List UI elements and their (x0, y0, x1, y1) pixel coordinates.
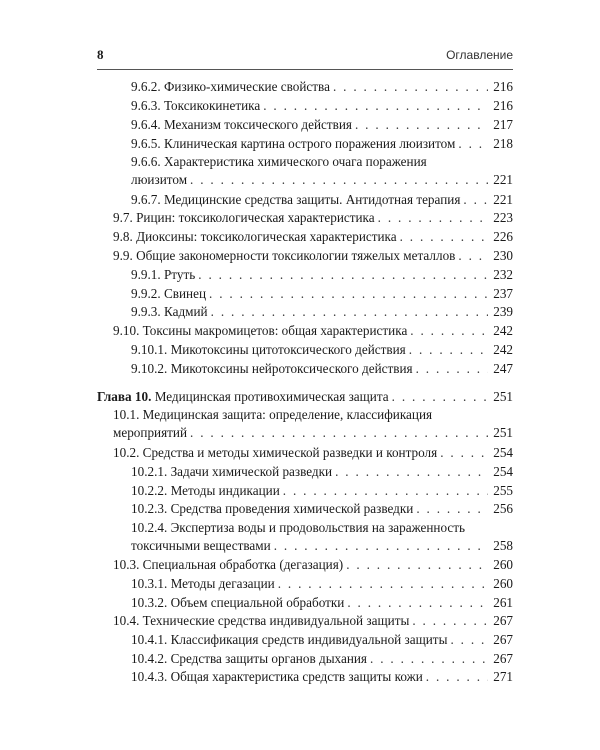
toc-entry (113, 322, 513, 340)
dot-leader (278, 575, 488, 593)
toc-page-number: 271 (493, 669, 513, 684)
toc-page-number: 261 (493, 595, 513, 610)
toc-page-number: 232 (493, 267, 513, 282)
chapter-label: Глава 10. (97, 389, 152, 404)
toc-entry-title: 10.3.2. Объем специальной обработки (131, 595, 345, 610)
toc-page-number: 251 (493, 425, 513, 440)
toc-entry (131, 135, 513, 153)
toc-entry-title: Медицинская противохимическая защита (154, 389, 389, 404)
toc-entry-title: 10.3.1. Методы дегазации (131, 576, 275, 591)
toc-entry (113, 444, 513, 462)
dot-leader (198, 266, 488, 284)
toc-entry (131, 500, 513, 518)
dot-leader (416, 360, 488, 378)
toc-page-number: 254 (493, 464, 513, 479)
toc-entry-title: 10.2.3. Средства проведения химической разведки (131, 501, 414, 516)
toc-entry-title: мероприятий (113, 425, 188, 440)
dot-leader (335, 463, 488, 481)
dot-leader (426, 668, 488, 686)
toc-entry-title: 10.4. Технические средства индивидуальной защиты (113, 613, 410, 628)
toc-entry (113, 247, 513, 265)
toc-page-number: 267 (493, 651, 513, 666)
dot-leader (211, 303, 488, 321)
toc-entry (131, 575, 513, 593)
toc-page-number: 230 (493, 248, 513, 263)
toc-entry-title: 9.9.1. Ртуть (131, 267, 196, 282)
dot-leader (400, 228, 488, 246)
toc-page-number: 242 (493, 342, 513, 357)
dot-leader (263, 97, 488, 115)
dot-leader (190, 424, 488, 442)
dot-leader (355, 116, 488, 134)
toc-entry (131, 266, 513, 284)
dot-leader (283, 482, 488, 500)
dot-leader (378, 209, 488, 227)
toc-entry (131, 341, 513, 359)
toc-page-number: 237 (493, 286, 513, 301)
page-number: 8 (97, 47, 104, 62)
toc-entry (131, 631, 513, 649)
toc-page-number: 216 (493, 98, 513, 113)
toc-page-number: 260 (493, 557, 513, 572)
toc-entry-title: 10.1. Медицинская защита: определение, классификация (113, 407, 433, 422)
toc-entry-title: 10.2.1. Задачи химической разведки (131, 464, 333, 479)
toc-entry-title: 9.9.3. Кадмий (131, 304, 208, 319)
toc-entry-title: 9.6.6. Характеристика химического очага поражения (131, 154, 427, 169)
dot-leader (274, 537, 488, 555)
toc-entry (131, 285, 513, 303)
toc-page-number: 242 (493, 323, 513, 338)
dot-leader (458, 247, 488, 265)
toc-page-number: 217 (493, 117, 513, 132)
toc-entry-title: 10.2.4. Экспертиза воды и продовольствия на зараженность (131, 520, 466, 535)
dot-leader (450, 631, 488, 649)
toc-page-number: 216 (493, 79, 513, 94)
dot-leader (416, 500, 488, 518)
toc-entry-title: люизитом (131, 172, 188, 187)
toc-page-number: 221 (493, 192, 513, 207)
dot-leader (346, 556, 488, 574)
toc-entry (131, 650, 513, 668)
running-title: Оглавление (446, 48, 513, 62)
toc-entry-title: 9.8. Диоксины: токсикологическая характеристика (113, 229, 397, 244)
toc-entry-title: 10.2.2. Методы индикации (131, 483, 280, 498)
toc-entry-title: 9.6.7. Медицинские средства защиты. Антидотная терапия (131, 192, 461, 207)
toc-entry-title: 9.6.2. Физико-химические свойства (131, 79, 330, 94)
dot-leader (463, 191, 488, 209)
toc-entry (131, 360, 513, 378)
toc-entry-title: 9.10. Токсины макромицетов: общая характеристика (113, 323, 408, 338)
toc-entry-title: 10.4.1. Классификация средств индивидуальной защиты (131, 632, 448, 647)
toc-entry-title: токсичными веществами (131, 538, 271, 553)
toc-entry-title: 9.10.2. Микотоксины нейротоксического действия (131, 361, 413, 376)
toc-page-number: 247 (493, 361, 513, 376)
toc-entry-title: 9.7. Рицин: токсикологическая характеристика (113, 210, 375, 225)
toc-page-number: 255 (493, 483, 513, 498)
dot-leader (333, 78, 488, 96)
toc-entry (131, 116, 513, 134)
toc-page-number: 221 (493, 172, 513, 187)
toc-page-number: 223 (493, 210, 513, 225)
dot-leader (409, 341, 488, 359)
toc-page-number: 251 (493, 389, 513, 404)
toc-entry (113, 556, 513, 574)
toc-entry (113, 612, 513, 630)
toc-page-number: 267 (493, 632, 513, 647)
toc-entry (131, 519, 513, 555)
toc-page-number: 218 (493, 136, 513, 151)
toc-entry (131, 668, 513, 686)
toc-entry (97, 388, 513, 406)
toc-page-number: 267 (493, 613, 513, 628)
toc-entry-title: 9.6.5. Клиническая картина острого поражения люизитом (131, 136, 456, 151)
toc-entry (131, 97, 513, 115)
dot-leader (392, 388, 488, 406)
toc-entry-title: 10.4.3. Общая характеристика средств защиты кожи (131, 669, 423, 684)
toc-page-number: 254 (493, 445, 513, 460)
toc-entry-title: 9.9.2. Свинец (131, 286, 207, 301)
dot-leader (209, 285, 488, 303)
toc-entry-title: 9.10.1. Микотоксины цитотоксического действия (131, 342, 406, 357)
toc-entry (131, 463, 513, 481)
toc-entry (113, 209, 513, 227)
toc-entry (131, 303, 513, 321)
toc-page-number: 239 (493, 304, 513, 319)
toc-entry-title: 9.9. Общие закономерности токсикологии тяжелых металлов (113, 248, 456, 263)
toc-entry (131, 594, 513, 612)
toc-entry (113, 406, 513, 442)
toc-page-number: 258 (493, 538, 513, 553)
toc-entry (131, 78, 513, 96)
toc-entry-title: 9.6.4. Механизм токсического действия (131, 117, 352, 132)
toc-entry-title: 10.4.2. Средства защиты органов дыхания (131, 651, 368, 666)
toc-entry-title: 10.3. Специальная обработка (дегазация) (113, 557, 344, 572)
toc-page-number: 260 (493, 576, 513, 591)
dot-leader (190, 171, 488, 189)
toc-entry (113, 228, 513, 246)
toc-page-number: 256 (493, 501, 513, 516)
dot-leader (458, 135, 488, 153)
dot-leader (347, 594, 488, 612)
toc-entry (131, 153, 513, 189)
dot-leader (370, 650, 488, 668)
dot-leader (412, 612, 488, 630)
toc-entry (131, 191, 513, 209)
toc-page-number: 226 (493, 229, 513, 244)
toc-entry-title: 10.2. Средства и методы химической разведки и контроля (113, 445, 438, 460)
toc-entry-title: 9.6.3. Токсикокинетика (131, 98, 261, 113)
toc-entry (131, 482, 513, 500)
dot-leader (410, 322, 488, 340)
dot-leader (440, 444, 488, 462)
